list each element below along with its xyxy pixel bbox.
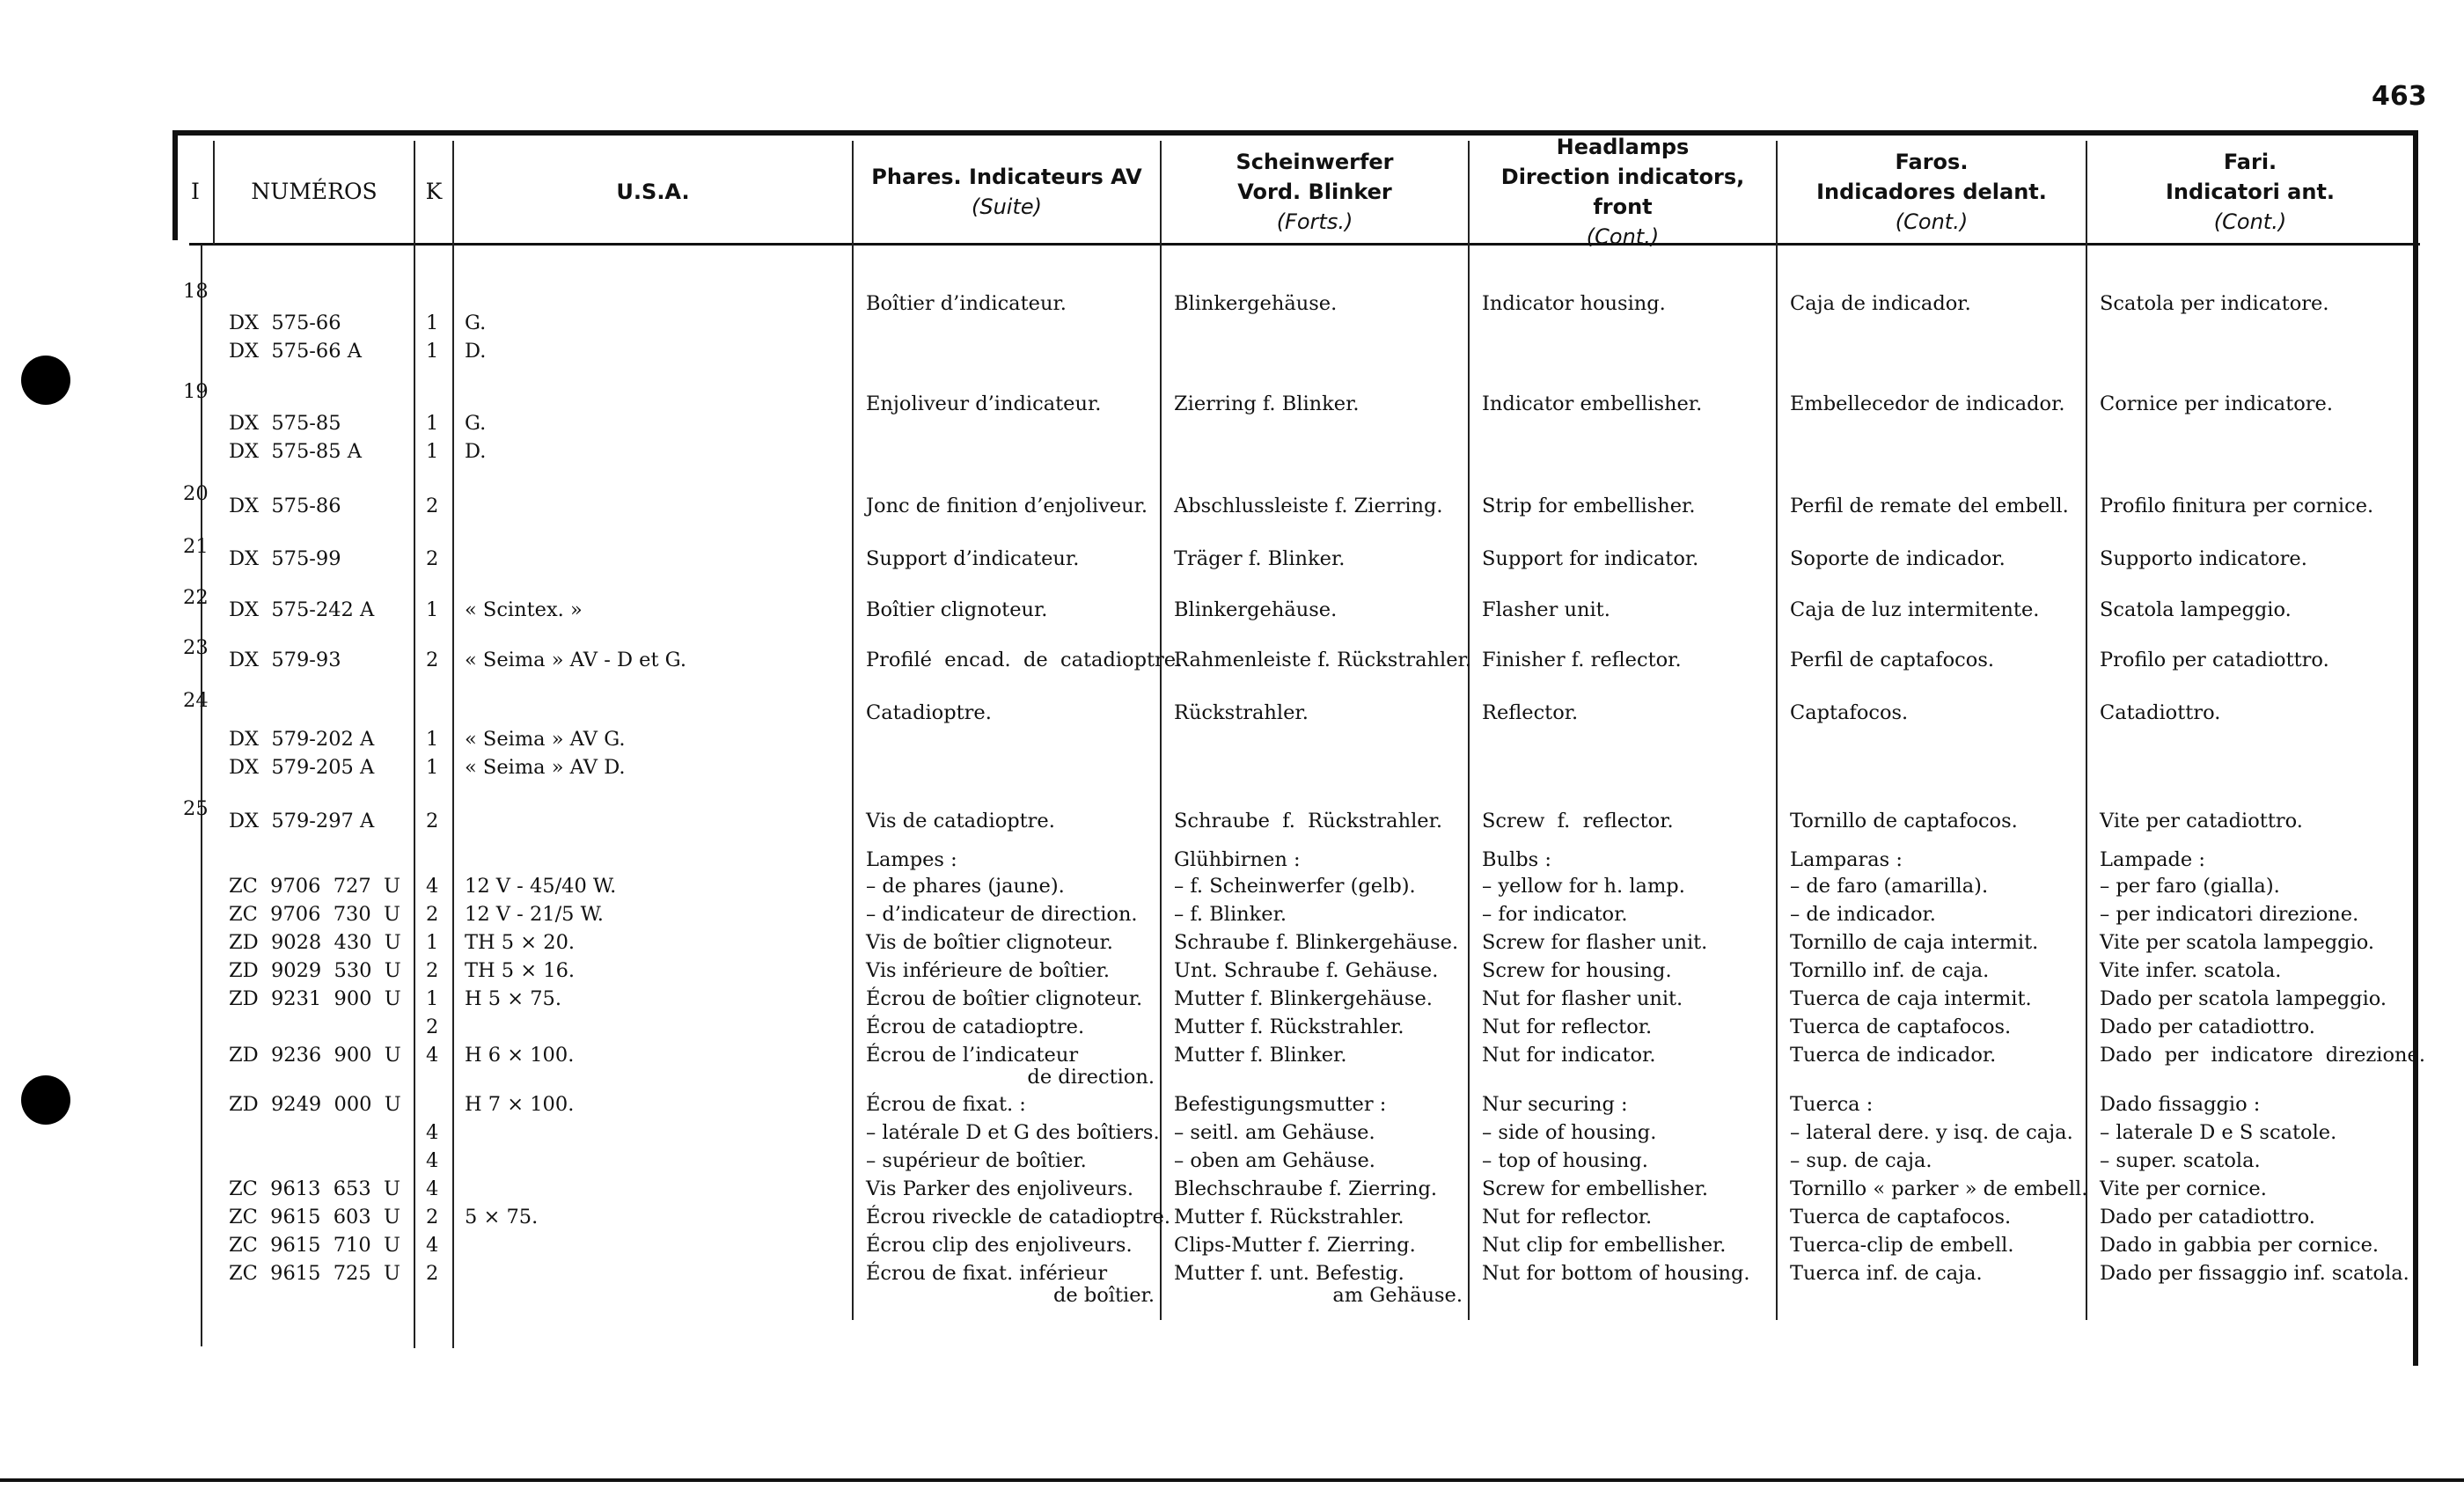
desc-german: – oben am Gehäuse.	[1174, 1149, 1375, 1172]
quantity-k: 2	[426, 1206, 439, 1228]
page-bottom-rule	[0, 1478, 2464, 1482]
header-french: Phares. Indicateurs AV (Suite)	[871, 164, 1142, 219]
table-frame-top	[172, 130, 2418, 136]
desc-german: Blechschraube f. Zierring.	[1174, 1177, 1438, 1200]
usa-spec: TH 5 × 16.	[465, 959, 576, 982]
desc-spanish: Tornillo de captafocos.	[1790, 810, 2018, 832]
part-number: ZC 9613 653 U	[229, 1177, 400, 1200]
desc-italian: Dado per fissaggio inf. scatola.	[2100, 1262, 2409, 1285]
desc-italian: Dado per catadiottro.	[2100, 1206, 2315, 1228]
desc-english: Screw for housing.	[1482, 959, 1672, 982]
desc-spanish: Tornillo « parker » de embell.	[1790, 1177, 2088, 1200]
quantity-k: 1	[426, 931, 439, 954]
row-index: 25	[183, 797, 209, 820]
desc-italian: Catadiottro.	[2100, 701, 2221, 724]
quantity-k: 2	[426, 1016, 439, 1038]
row-index: 22	[183, 586, 209, 609]
desc-german: Rahmenleiste f. Rückstrahler.	[1174, 649, 1471, 671]
quantity-k: 1	[426, 756, 439, 779]
desc-english: Screw for embellisher.	[1482, 1177, 1709, 1200]
desc-english: Screw f. reflector.	[1482, 810, 1674, 832]
desc-french: Lampes :	[866, 848, 957, 871]
desc-spanish: Perfil de captafocos.	[1790, 649, 1995, 671]
quantity-k: 4	[426, 1044, 439, 1067]
quantity-k: 1	[426, 412, 439, 435]
desc-french: Vis Parker des enjoliveurs.	[866, 1177, 1134, 1200]
desc-french: – supérieur de boîtier.	[866, 1149, 1087, 1172]
desc-french: – latérale D et G des boîtiers.	[866, 1121, 1160, 1144]
desc-italian: Cornice per indicatore.	[2100, 392, 2334, 415]
column-divider	[414, 141, 415, 1348]
desc-english: Indicator housing.	[1482, 292, 1666, 315]
desc-french: Écrou de boîtier clignoteur.	[866, 987, 1143, 1010]
usa-spec: « Seima » AV - D et G.	[465, 649, 686, 671]
desc-italian: Vite per cornice.	[2100, 1177, 2267, 1200]
desc-spanish: Tornillo inf. de caja.	[1790, 959, 1990, 982]
desc-french: Boîtier d’indicateur.	[866, 292, 1067, 315]
desc-french: Écrou de fixat. inférieur	[866, 1262, 1108, 1285]
desc-english: Nut for bottom of housing.	[1482, 1262, 1750, 1285]
quantity-k: 2	[426, 649, 439, 671]
desc-german: Mutter f. Blinker.	[1174, 1044, 1347, 1067]
quantity-k: 4	[426, 1149, 439, 1172]
desc-german: Zierring f. Blinker.	[1174, 392, 1360, 415]
usa-spec: H 6 × 100.	[465, 1044, 575, 1067]
header-numeros: NUMÉROS	[251, 178, 378, 204]
desc-german: Mutter f. Rückstrahler.	[1174, 1206, 1404, 1228]
part-number: ZC 9706 727 U	[229, 875, 400, 898]
part-number: ZD 9236 900 U	[229, 1044, 401, 1067]
desc-italian: Supporto indicatore.	[2100, 547, 2307, 570]
desc-german: Blinkergehäuse.	[1174, 598, 1338, 621]
desc-italian: – per indicatori direzione.	[2100, 903, 2359, 926]
desc-english: – top of housing.	[1482, 1149, 1648, 1172]
table-frame-right	[2413, 134, 2418, 1366]
desc-spanish: – de indicador.	[1790, 903, 1936, 926]
desc-italian: Vite per catadiottro.	[2100, 810, 2303, 832]
part-number: DX 575-66	[229, 312, 341, 334]
desc-german: Träger f. Blinker.	[1174, 547, 1346, 570]
header-italian: Fari. Indicatori ant. (Cont.)	[2165, 149, 2336, 234]
desc-english: Nut for reflector.	[1482, 1206, 1653, 1228]
desc-spanish: Embellecedor de indicador.	[1790, 392, 2065, 415]
desc-italian: Vite infer. scatola.	[2100, 959, 2282, 982]
desc-german: Rückstrahler.	[1174, 701, 1309, 724]
column-divider	[1776, 141, 1778, 1320]
desc-english: Nut for indicator.	[1482, 1044, 1656, 1067]
desc-french: Écrou de fixat. :	[866, 1093, 1026, 1116]
part-number: ZD 9028 430 U	[229, 931, 401, 954]
part-number: DX 575-99	[229, 547, 341, 570]
row-index: 20	[183, 482, 209, 505]
desc-german: Abschlussleiste f. Zierring.	[1174, 495, 1443, 517]
part-number: DX 579-297 A	[229, 810, 375, 832]
desc-spanish: Caja de luz intermitente.	[1790, 598, 2040, 621]
part-number: DX 579-205 A	[229, 756, 375, 779]
row-index: 24	[183, 689, 209, 712]
desc-french: Écrou de catadioptre.	[866, 1016, 1085, 1038]
desc-spanish: – de faro (amarilla).	[1790, 875, 1989, 898]
usa-spec: G.	[465, 412, 487, 435]
binder-hole	[21, 1075, 70, 1125]
part-number: ZD 9231 900 U	[229, 987, 401, 1010]
desc-english: Finisher f. reflector.	[1482, 649, 1682, 671]
desc-italian: Scatola lampeggio.	[2100, 598, 2292, 621]
desc-english: – for indicator.	[1482, 903, 1628, 926]
desc-spanish: Captafocos.	[1790, 701, 1909, 724]
desc-german: Schraube f. Rückstrahler.	[1174, 810, 1443, 832]
desc-spanish: Tuerca de captafocos.	[1790, 1206, 2012, 1228]
desc-english: Indicator embellisher.	[1482, 392, 1703, 415]
desc-spanish: Perfil de remate del embell.	[1790, 495, 2069, 517]
desc-english: Nut for flasher unit.	[1482, 987, 1683, 1010]
part-number: DX 575-86	[229, 495, 341, 517]
desc-english: – yellow for h. lamp.	[1482, 875, 1685, 898]
desc-french-cont: de boîtier.	[1052, 1284, 1155, 1307]
desc-italian: – laterale D e S scatole.	[2100, 1121, 2337, 1144]
part-number: ZC 9706 730 U	[229, 903, 400, 926]
desc-german: Blinkergehäuse.	[1174, 292, 1338, 315]
part-number: DX 575-85	[229, 412, 341, 435]
desc-french: Catadioptre.	[866, 701, 992, 724]
desc-german: Mutter f. unt. Befestig.	[1174, 1262, 1404, 1285]
part-number: ZC 9615 710 U	[229, 1234, 400, 1257]
part-number: ZD 9249 000 U	[229, 1093, 401, 1116]
desc-french: – de phares (jaune).	[866, 875, 1065, 898]
usa-spec: 12 V - 45/40 W.	[465, 875, 617, 898]
desc-french: Vis de boîtier clignoteur.	[866, 931, 1113, 954]
desc-english: Nur securing :	[1482, 1093, 1628, 1116]
quantity-k: 4	[426, 1177, 439, 1200]
desc-italian: Dado per scatola lampeggio.	[2100, 987, 2387, 1010]
desc-italian: Profilo finitura per cornice.	[2100, 495, 2374, 517]
desc-italian: Lampade :	[2100, 848, 2205, 871]
row-index: 23	[183, 636, 209, 659]
header-index: I	[191, 178, 200, 204]
part-number: ZD 9029 530 U	[229, 959, 401, 982]
desc-french: Boîtier clignoteur.	[866, 598, 1048, 621]
part-number: DX 575-242 A	[229, 598, 375, 621]
desc-italian: Vite per scatola lampeggio.	[2100, 931, 2375, 954]
desc-french: Profilé encad. de catadioptre.	[866, 649, 1183, 671]
desc-german: Glühbirnen :	[1174, 848, 1301, 871]
desc-spanish: Lamparas :	[1790, 848, 1903, 871]
desc-french: Support d’indicateur.	[866, 547, 1080, 570]
desc-spanish: Soporte de indicador.	[1790, 547, 2006, 570]
desc-french: Écrou riveckle de catadioptre.	[866, 1206, 1171, 1228]
part-number: ZC 9615 603 U	[229, 1206, 400, 1228]
desc-spanish: Caja de indicador.	[1790, 292, 1971, 315]
header-k: K	[425, 178, 443, 204]
row-index: 18	[183, 280, 209, 303]
desc-italian: Dado in gabbia per cornice.	[2100, 1234, 2380, 1257]
desc-german: Clips-Mutter f. Zierring.	[1174, 1234, 1416, 1257]
desc-italian: Scatola per indicatore.	[2100, 292, 2329, 315]
desc-italian: – super. scatola.	[2100, 1149, 2261, 1172]
quantity-k: 1	[426, 728, 439, 751]
desc-french-cont: de direction.	[1027, 1066, 1155, 1089]
desc-german: Mutter f. Blinkergehäuse.	[1174, 987, 1433, 1010]
column-divider	[2086, 141, 2087, 1320]
quantity-k: 1	[426, 340, 439, 363]
desc-english: – side of housing.	[1482, 1121, 1657, 1144]
desc-german: – f. Scheinwerfer (gelb).	[1174, 875, 1416, 898]
quantity-k: 1	[426, 598, 439, 621]
usa-spec: 5 × 75.	[465, 1206, 539, 1228]
desc-german: Unt. Schraube f. Gehäuse.	[1174, 959, 1439, 982]
desc-english: Nut clip for embellisher.	[1482, 1234, 1727, 1257]
desc-english: Support for indicator.	[1482, 547, 1699, 570]
desc-spanish: Tuerca de indicador.	[1790, 1044, 1997, 1067]
quantity-k: 2	[426, 495, 439, 517]
part-number: DX 575-85 A	[229, 440, 362, 463]
column-divider	[1468, 141, 1470, 1320]
part-number: ZC 9615 725 U	[229, 1262, 400, 1285]
desc-italian: Dado per indicatore direzione.	[2100, 1044, 2425, 1067]
column-divider	[1160, 141, 1162, 1320]
desc-german-cont: am Gehäuse.	[1332, 1284, 1463, 1307]
usa-spec: H 7 × 100.	[465, 1093, 575, 1116]
desc-french: Jonc de finition d’enjoliveur.	[866, 495, 1148, 517]
desc-french: Vis inférieure de boîtier.	[866, 959, 1111, 982]
quantity-k: 4	[426, 875, 439, 898]
desc-italian: Profilo per catadiottro.	[2100, 649, 2329, 671]
desc-french: Enjoliveur d’indicateur.	[866, 392, 1102, 415]
desc-spanish: – lateral dere. y isq. de caja.	[1790, 1121, 2073, 1144]
desc-english: Reflector.	[1482, 701, 1579, 724]
header-german: Scheinwerfer Vord. Blinker (Forts.)	[1236, 149, 1394, 234]
header-usa: U.S.A.	[616, 179, 690, 204]
header-english: Headlamps Direction indicators, front (Cont.)	[1500, 134, 1745, 249]
desc-french: Écrou de l’indicateur	[866, 1044, 1079, 1067]
desc-spanish: Tuerca :	[1790, 1093, 1874, 1116]
desc-english: Strip for embellisher.	[1482, 495, 1696, 517]
column-divider	[452, 141, 454, 1348]
quantity-k: 1	[426, 312, 439, 334]
quantity-k: 1	[426, 987, 439, 1010]
part-number: DX 575-66 A	[229, 340, 362, 363]
usa-spec: TH 5 × 20.	[465, 931, 576, 954]
desc-french: Vis de catadioptre.	[866, 810, 1055, 832]
page-number: 463	[2372, 81, 2427, 112]
desc-spanish: Tuerca de caja intermit.	[1790, 987, 2032, 1010]
usa-spec: D.	[465, 340, 487, 363]
desc-italian: Dado per catadiottro.	[2100, 1016, 2315, 1038]
row-index: 19	[183, 380, 209, 403]
quantity-k: 4	[426, 1234, 439, 1257]
usa-spec: « Scintex. »	[465, 598, 583, 621]
desc-english: Screw for flasher unit.	[1482, 931, 1708, 954]
desc-english: Nut for reflector.	[1482, 1016, 1653, 1038]
desc-german: – seitl. am Gehäuse.	[1174, 1121, 1375, 1144]
part-number: DX 579-202 A	[229, 728, 375, 751]
binder-hole	[21, 356, 70, 405]
desc-italian: Dado fissaggio :	[2100, 1093, 2261, 1116]
desc-spanish: Tuerca inf. de caja.	[1790, 1262, 1983, 1285]
row-index: 21	[183, 535, 209, 558]
desc-english: Flasher unit.	[1482, 598, 1610, 621]
desc-spanish: – sup. de caja.	[1790, 1149, 1932, 1172]
desc-english: Bulbs :	[1482, 848, 1551, 871]
desc-spanish: Tuerca de captafocos.	[1790, 1016, 2012, 1038]
quantity-k: 4	[426, 1121, 439, 1144]
usa-spec: 12 V - 21/5 W.	[465, 903, 604, 926]
desc-french: Écrou clip des enjoliveurs.	[866, 1234, 1133, 1257]
desc-french: – d’indicateur de direction.	[866, 903, 1138, 926]
header-spanish: Faros. Indicadores delant. (Cont.)	[1816, 149, 2047, 234]
quantity-k: 2	[426, 959, 439, 982]
usa-spec: H 5 × 75.	[465, 987, 562, 1010]
quantity-k: 2	[426, 1262, 439, 1285]
quantity-k: 1	[426, 440, 439, 463]
part-number: DX 579-93	[229, 649, 341, 671]
desc-german: Schraube f. Blinkergehäuse.	[1174, 931, 1459, 954]
usa-spec: G.	[465, 312, 487, 334]
quantity-k: 2	[426, 547, 439, 570]
desc-german: – f. Blinker.	[1174, 903, 1287, 926]
desc-italian: – per faro (gialla).	[2100, 875, 2280, 898]
desc-german: Mutter f. Rückstrahler.	[1174, 1016, 1404, 1038]
usa-spec: « Seima » AV G.	[465, 728, 626, 751]
column-divider	[852, 141, 854, 1320]
quantity-k: 2	[426, 903, 439, 926]
desc-spanish: Tuerca-clip de embell.	[1790, 1234, 2014, 1257]
quantity-k: 2	[426, 810, 439, 832]
usa-spec: « Seima » AV D.	[465, 756, 626, 779]
desc-german: Befestigungsmutter :	[1174, 1093, 1387, 1116]
desc-spanish: Tornillo de caja intermit.	[1790, 931, 2039, 954]
usa-spec: D.	[465, 440, 487, 463]
